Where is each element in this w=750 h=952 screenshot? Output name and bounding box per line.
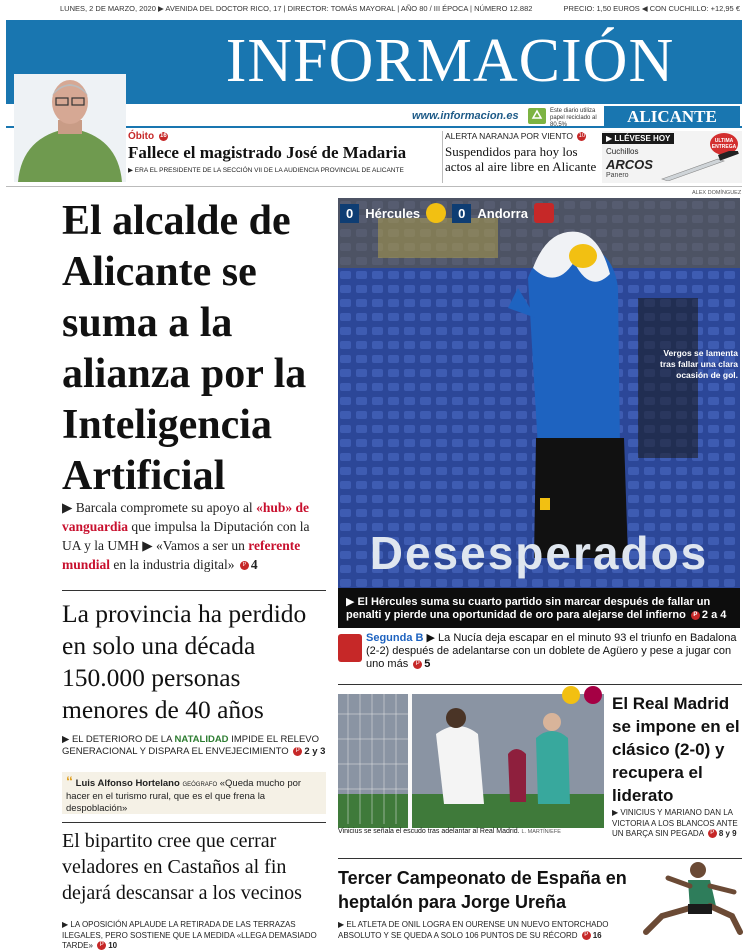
website-link[interactable]: www.informacion.es	[412, 110, 519, 122]
madrid-sub: ▶ VINICIUS Y MARIANO DAN LA VICTORIA A LOS BLANCOS ANTE UN BARÇA SIN PEGADA	[612, 808, 738, 838]
alert-kicker: ALERTA NARANJA POR VIENTO	[445, 131, 574, 141]
page-ref-badge: P	[293, 747, 302, 756]
match-caption-text: ▶ El Hércules suma su cuarto partido sin marcar después de fallar un penalti y pierde una oportunidad de oro para alejarse del infierno	[346, 596, 711, 621]
lead-page: 4	[250, 557, 258, 572]
barca-crest-icon	[584, 686, 602, 704]
page-ref-badge: 10	[578, 133, 586, 140]
hurdler-photo[interactable]	[640, 858, 744, 946]
price-info: PRECIO: 1,50 EUROS ◀ CON CUCHILLO: +12,95 €	[563, 4, 740, 13]
andorra-crest-icon	[534, 203, 554, 223]
rule	[62, 590, 326, 591]
photo-credit: ALEX DOMÍNGUEZ	[692, 190, 742, 196]
bipartito-summary	[62, 920, 328, 952]
page-ref-badge: 16	[160, 132, 167, 139]
away-team: Andorra	[477, 205, 528, 221]
obituary-headline: Fallece el magistrado José de Madaria	[128, 143, 407, 162]
obituary-kicker: Óbito	[128, 131, 155, 142]
section-divider	[6, 186, 742, 187]
edition-label: ALICANTE	[604, 106, 740, 128]
urena-sub: ▶ EL ATLETA DE ONIL LOGRA EN OURENSE UN NUEVO ENTORCHADO ABSOLUTO Y SE QUEDA A SOLO 106 PUNTOS DE SU RÉCORD	[338, 920, 609, 940]
lead-sub-hub: «hub» de vanguardia	[62, 500, 309, 534]
promo-line1: Cuchillos	[606, 147, 639, 156]
match-big-title: Desesperados	[369, 527, 709, 579]
page-ref-badge: P	[691, 611, 700, 620]
province-summary	[62, 734, 326, 758]
promo-line3: Panero	[606, 172, 629, 179]
page-ref-badge: P	[708, 829, 717, 838]
page-ref-badge: P	[97, 941, 106, 950]
province-sub-nat: NATALIDAD	[174, 734, 229, 745]
newspaper-logo[interactable]: INFORMACIÓN	[225, 27, 675, 95]
date-address: LUNES, 2 DE MARZO, 2020 ▶ AVENIDA DEL DOCTOR RICO, 17 | DIRECTOR: TOMÁS MAYORAL | AÑO 80 / III ÉPOCA | NÚMERO 12.882	[60, 4, 533, 13]
bipartito-page: 10	[108, 941, 118, 950]
province-pages: 2 y 3	[304, 746, 326, 757]
urena-page: 16	[592, 930, 602, 940]
page-ref-badge: P	[582, 931, 591, 940]
promo-brand: ARCOS	[606, 157, 653, 172]
real-madrid-crest-icon	[562, 686, 580, 704]
page-ref-badge: P	[240, 561, 249, 570]
obituary-teaser[interactable]	[128, 131, 440, 183]
lead-sub-a: ▶ Barcala compromete su apoyo al	[62, 500, 257, 515]
segunda-page: 5	[424, 658, 431, 670]
quote-role: GEÓGRAFO	[182, 782, 218, 788]
lead-summary	[62, 498, 324, 574]
recycled-note: Este diario utiliza papel reciclado al 80,5%	[550, 108, 597, 128]
quote-box	[62, 772, 326, 814]
quote-text: «Queda mucho por hacer en el turismo rural, que es el que frena la despoblación»	[66, 778, 302, 814]
province-headline[interactable]: La provincia ha perdido en solo una década 150.000 personas menores de 40 años	[62, 599, 307, 724]
away-score: 0	[452, 204, 471, 223]
bipartito-headline[interactable]: El bipartito cree que cerrar veladores en Castaños al fin dejará descansar a los vecinos	[62, 830, 302, 904]
home-score: 0	[340, 204, 359, 223]
knife-promo[interactable]	[602, 131, 742, 183]
quote-name: Luis Alfonso Hortelano	[75, 778, 180, 789]
hercules-crest-icon	[426, 203, 446, 223]
lead-headline[interactable]: El alcalde de Alicante se suma a la alianza por la Inteligencia Artificial	[62, 198, 307, 499]
obituary-summary: ▶ ERA EL PRESIDENTE DE LA SECCIÓN VII DE LA AUDIENCIA PROVINCIAL DE ALICANTE	[128, 167, 404, 174]
recycle-icon	[528, 108, 546, 124]
quote-mark-icon: “	[66, 773, 73, 789]
madrid-pages: 8 y 9	[718, 829, 737, 838]
madrid-caption-text: Vinicius se señala el escudo tras adelantar al Real Madrid.	[338, 828, 520, 835]
madrid-photo-caption	[338, 828, 604, 835]
alert-headline: Suspendidos para hoy los actos al aire libre en Alicante	[445, 144, 597, 175]
photo-caption: Vergos se lamenta tras fallar una clara ocasión de gol.	[660, 348, 738, 380]
rule	[338, 684, 742, 685]
segunda-kicker: Segunda B	[366, 632, 424, 644]
page-ref-badge: P	[413, 660, 422, 669]
lead-sub-b: que impulsa la Diputación con la UA y la UMH ▶ «Vamos a ser un	[62, 519, 310, 553]
lead-sub-ref: referente mundial	[62, 538, 301, 572]
promo-badge: ULTIMA ENTREGA	[710, 133, 738, 155]
match-caption	[338, 588, 740, 628]
madrid-photo[interactable]	[338, 694, 604, 828]
knife-icon	[660, 151, 740, 181]
promo-label: ▶ LLÉVESE HOY	[602, 133, 674, 144]
province-sub-b: IMPIDE EL RELEVO GENERACIONAL Y DISPARA EL ENVEJECIMIENTO	[62, 734, 320, 757]
madrid-summary	[612, 808, 742, 840]
segunda-text: ▶ La Nucía deja escapar en el minuto 93 el triunfo en Badalona (2-2) después de adelantarse con un doblete de Agüero y pese a jugar con uno más	[366, 632, 737, 670]
obituary-photo[interactable]	[14, 74, 126, 182]
urena-headline[interactable]: Tercer Campeonato de España en heptalón para Jorge Ureña	[338, 868, 627, 912]
province-sub-a: ▶ EL DETERIORO DE LA	[62, 734, 175, 745]
match-pages: 2 a 4	[701, 609, 727, 621]
home-team: Hércules	[365, 205, 421, 221]
bipartito-sub: ▶ LA OPOSICIÓN APLAUDE LA RETIRADA DE LAS TERRAZAS ILEGALES, PERO SOSTIENE QUE LA MEDIDA «LLEGA DEMASIADO TARDE»	[62, 920, 317, 950]
la-nucia-crest-icon	[338, 634, 362, 662]
alert-teaser[interactable]	[442, 131, 600, 183]
madrid-headline[interactable]: El Real Madrid se impone en el clásico (2-0) y recupera el liderato	[612, 694, 740, 805]
lead-sub-c: en la industria digital»	[110, 557, 238, 572]
urena-summary	[338, 920, 638, 941]
rule	[62, 822, 326, 823]
top-info-bar	[60, 4, 740, 16]
segunda-teaser[interactable]	[366, 632, 742, 668]
madrid-photo-credit: L. MARTÍN/EFE	[521, 829, 561, 835]
scoreboard	[340, 200, 554, 226]
